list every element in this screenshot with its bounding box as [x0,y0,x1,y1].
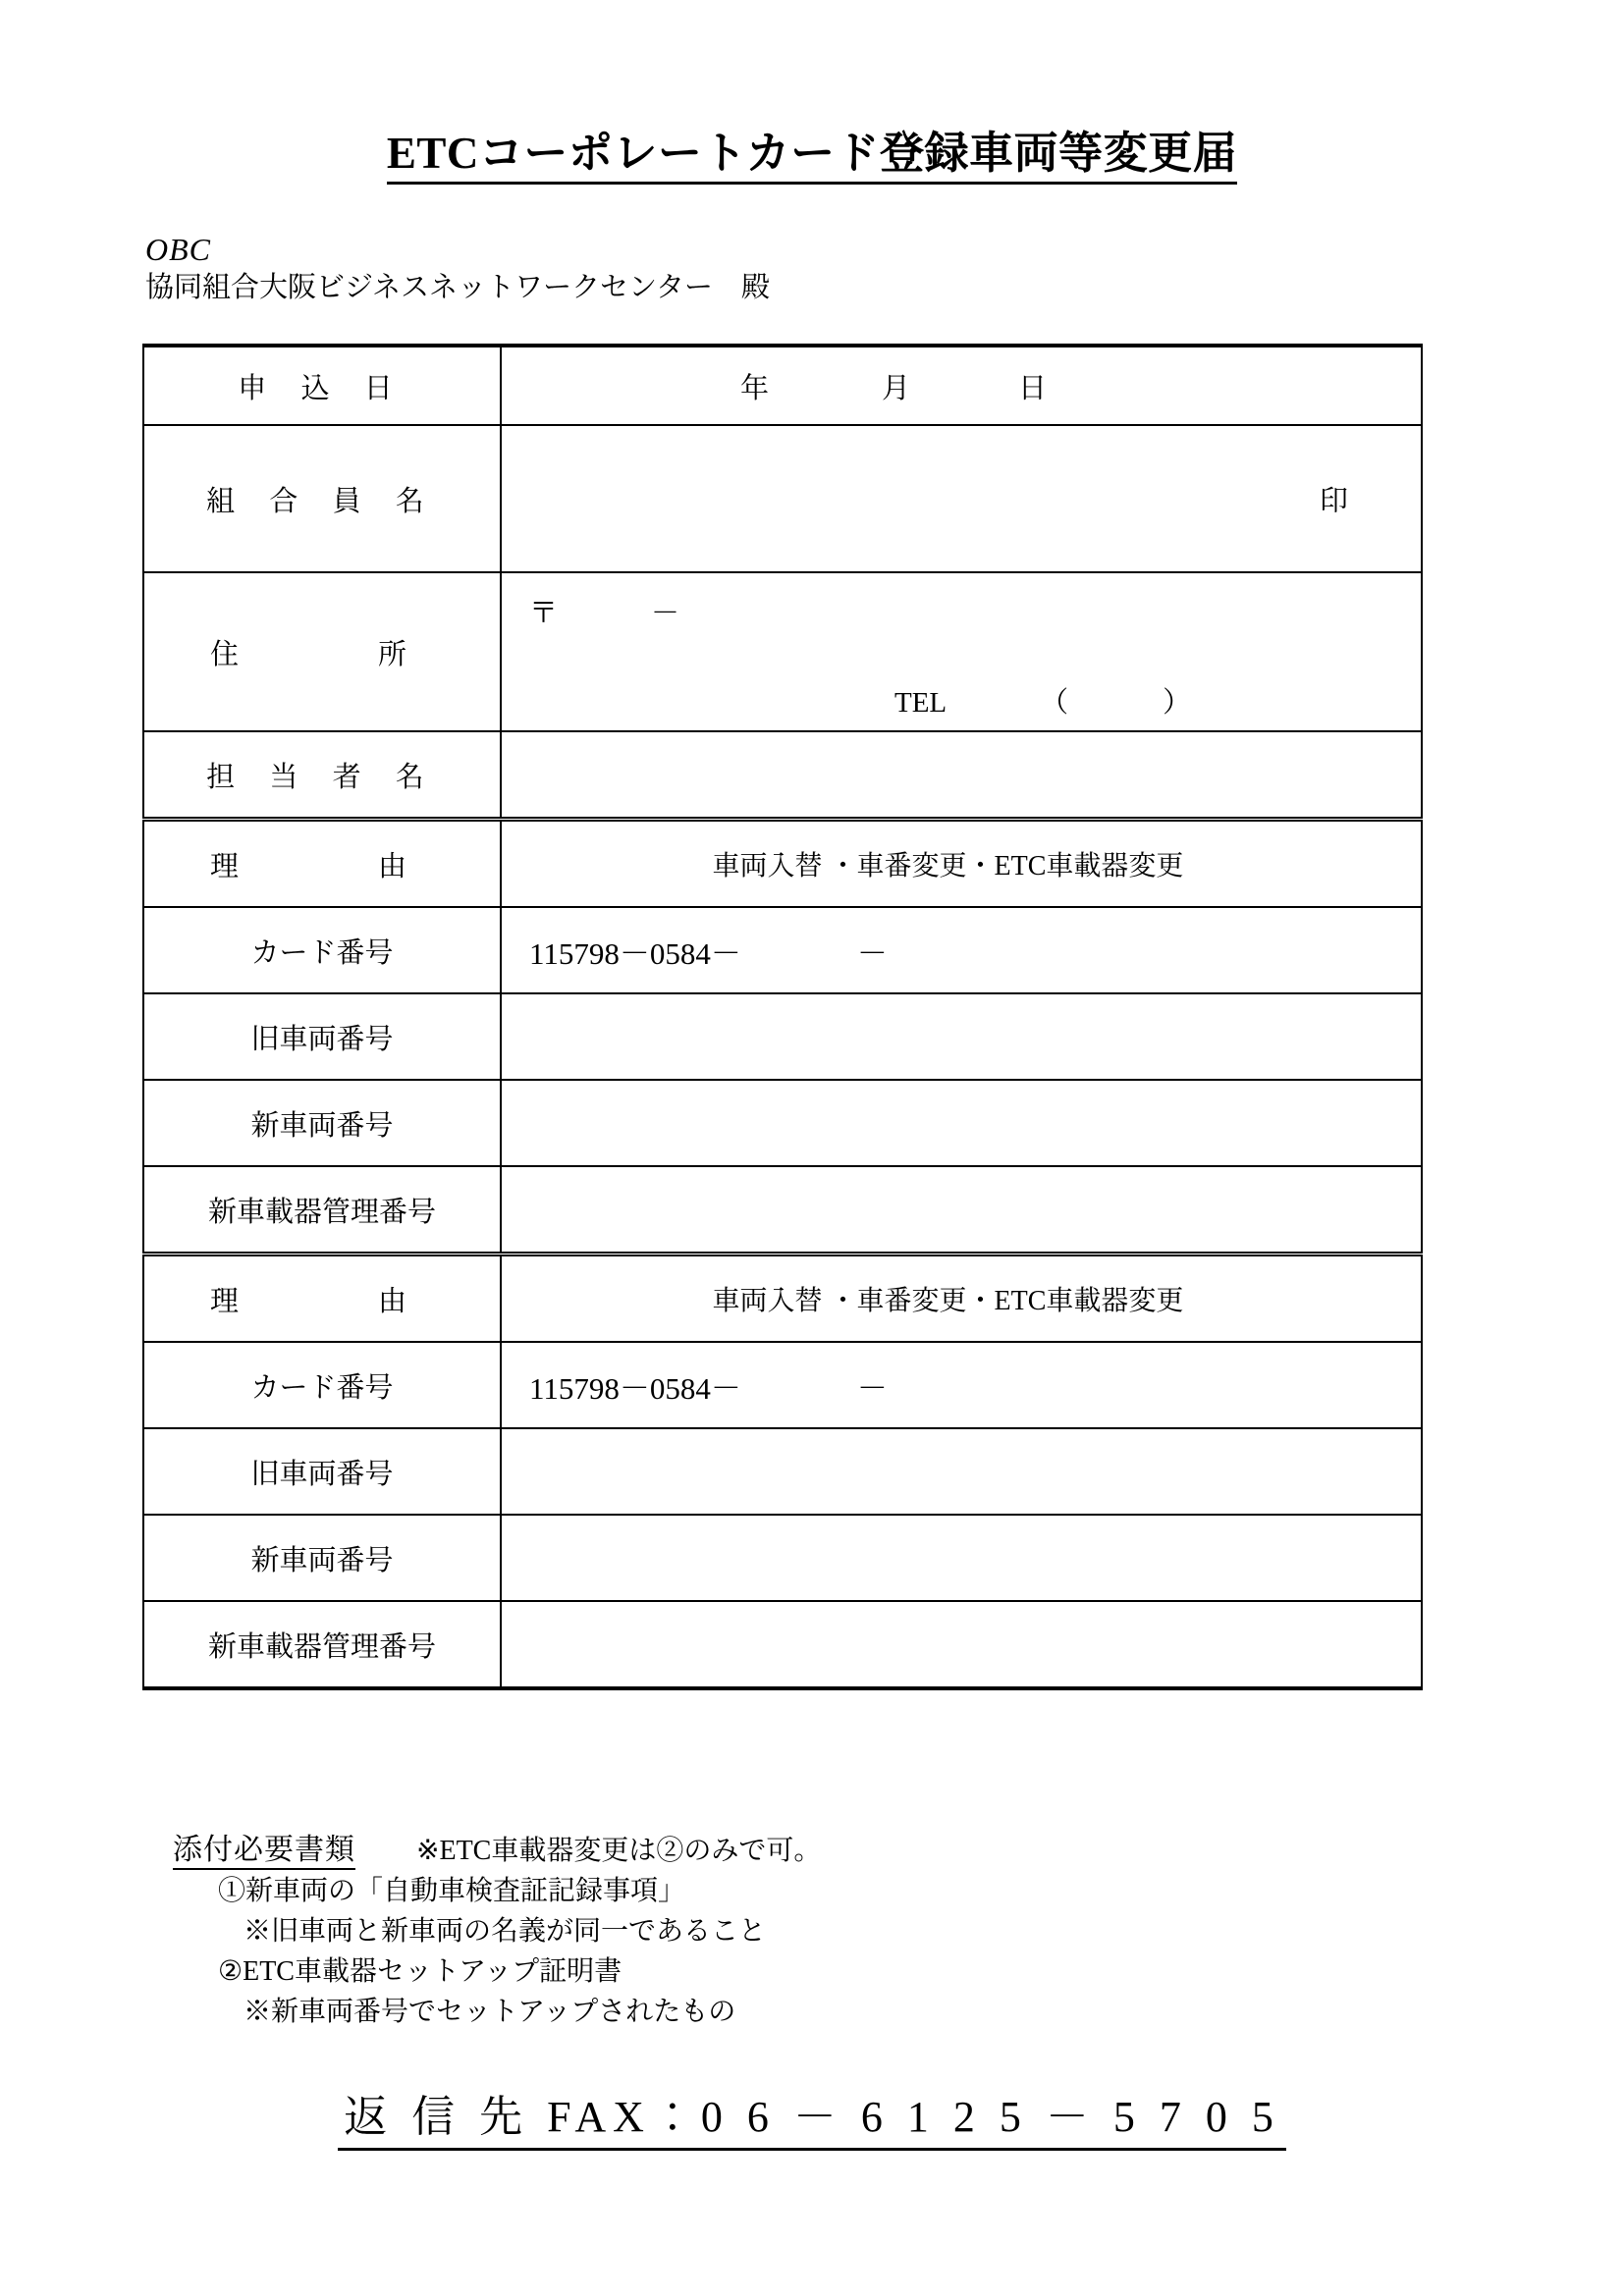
reason-options-1: 車両入替 ・車番変更・ETC車載器変更 [712,851,1184,881]
field-address[interactable] [501,572,1422,731]
card-number-tail-1: － [856,935,888,971]
attachment-notes-header [173,1836,1449,1865]
field-new-obu-number-2[interactable] [501,1601,1422,1688]
card-number-tail-2: － [856,1370,888,1406]
month-label: 月 [882,372,911,404]
attachment-notes-remark: ※ETC車載器変更は②のみで可。 [416,1836,822,1866]
table-row-reason-2 [143,1255,1422,1343]
paren-open: （ [1040,687,1069,719]
year-label: 年 [740,372,770,404]
telephone-group [894,680,1191,721]
label-reason-2: 理 由 [143,1255,501,1343]
field-contact-person[interactable] [501,731,1422,820]
seal-label: 印 [1319,485,1348,517]
label-new-obu-number-1: 新車載器管理番号 [143,1166,501,1255]
page-title-container [0,130,1624,185]
label-member-name: 組 合 員 名 [143,425,501,572]
addressee-block [145,232,770,305]
tel-gap [1068,687,1163,719]
field-application-date[interactable] [501,346,1422,425]
field-member-name[interactable] [501,425,1422,572]
table-row-reason-1 [143,820,1422,908]
application-form-table [142,344,1423,1690]
table-row-new-vehicle-2 [143,1515,1422,1601]
table-row-address [143,572,1422,731]
field-card-number-1[interactable] [501,907,1422,993]
attachment-note-item-3: ②ETC車載器セットアップ証明書 [218,1956,623,1987]
card-number-prefix-1: 115798－0584－ [529,935,741,971]
card-number-value-2 [529,1363,1421,1408]
postal-mark-icon: 〒 [529,598,559,629]
return-fax-number: 返 信 先 FAX：0 6 － 6 1 2 5 － 5 7 0 5 [338,2081,1286,2151]
tel-label: TEL [894,687,947,719]
label-application-date: 申 込 日 [143,346,501,425]
table-row-old-vehicle-2 [143,1428,1422,1515]
table-row-new-obu-2 [143,1601,1422,1688]
label-new-vehicle-number-1: 新車両番号 [143,1080,501,1166]
attachment-note-item-4: ※新車両番号でセットアップされたもの [244,1997,736,2027]
attachment-notes-heading: 添付必要書類 [173,1834,355,1870]
field-new-vehicle-number-2[interactable] [501,1515,1422,1601]
reason-options-2: 車両入替 ・車番変更・ETC車載器変更 [712,1286,1184,1316]
label-card-number-1: カード番号 [143,907,501,993]
paren-close: ） [1163,687,1192,719]
field-reason-1[interactable] [501,820,1422,908]
label-card-number-2: カード番号 [143,1342,501,1428]
table-row-new-obu-1 [143,1166,1422,1255]
addressee-abbreviation: OBC [145,232,211,267]
field-old-vehicle-number-2[interactable] [501,1428,1422,1515]
postal-code-group [529,591,679,631]
table-row-new-vehicle-1 [143,1080,1422,1166]
label-contact-person: 担 当 者 名 [143,731,501,820]
label-old-vehicle-number-2: 旧車両番号 [143,1428,501,1515]
return-fax-container [0,2081,1624,2151]
card-number-prefix-2: 115798－0584－ [529,1370,741,1406]
label-new-vehicle-number-2: 新車両番号 [143,1515,501,1601]
attachment-notes [173,1836,1449,2039]
field-new-obu-number-1[interactable] [501,1166,1422,1255]
attachment-note-item-1: ①新車両の「自動車検査証記録事項」 [218,1876,686,1906]
attachment-note-item-2: ※旧車両と新車両の名義が同一であること [244,1916,767,1947]
field-new-vehicle-number-1[interactable] [501,1080,1422,1166]
table-row-contact-person [143,731,1422,820]
date-placeholders [529,366,1421,406]
label-reason-1: 理 由 [143,820,501,908]
field-reason-2[interactable] [501,1255,1422,1343]
table-row-card-number-2 [143,1342,1422,1428]
label-address: 住 所 [143,572,501,731]
table-row-old-vehicle-1 [143,993,1422,1080]
addressee-organization: 協同組合大阪ビジネスネットワークセンター 殿 [145,271,770,303]
table-row-member-name [143,425,1422,572]
day-label: 日 [1018,372,1048,404]
label-old-vehicle-number-1: 旧車両番号 [143,993,501,1080]
page-title: ETCコーポレートカード登録車両等変更届 [387,130,1237,185]
postal-dash: － [651,598,680,629]
field-card-number-2[interactable] [501,1342,1422,1428]
field-old-vehicle-number-1[interactable] [501,993,1422,1080]
label-new-obu-number-2: 新車載器管理番号 [143,1601,501,1688]
card-number-value-1 [529,929,1421,973]
tel-parentheses [947,680,1191,721]
table-row-card-number-1 [143,907,1422,993]
table-row-application-date [143,346,1422,425]
